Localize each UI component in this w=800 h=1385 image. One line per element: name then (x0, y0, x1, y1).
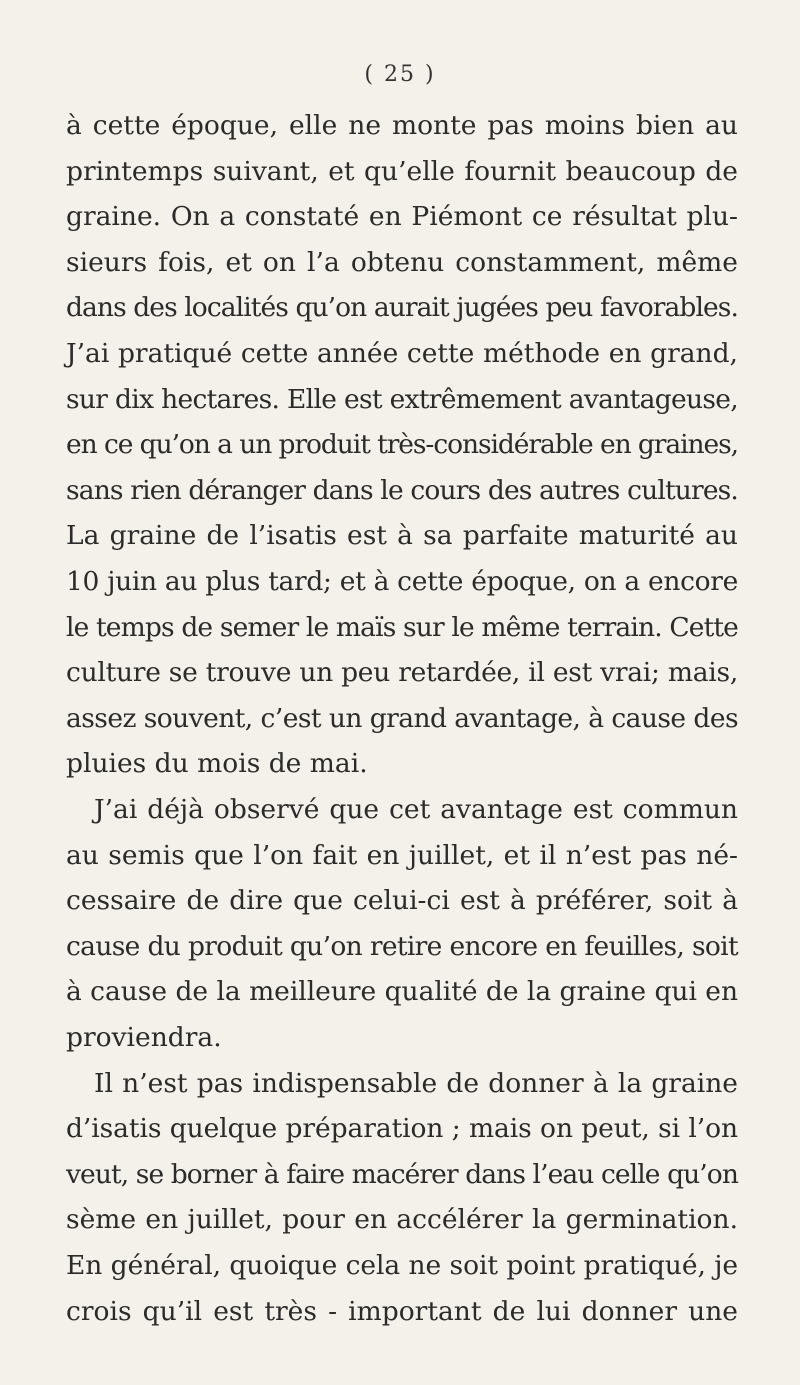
book-page: ( 25 ) à cette époque, elle ne monte pas moins bien au printemps suivant, et qu’elle fournit beaucoup de graine. On a constaté en Piémont ce résultat plu- sieurs fois, et on l’a obtenu constamment, même dans des localités qu’on aurait jugées peu favorables. J’ai pratiqué cette année cette méthode en grand, sur dix hectares. Elle est extrêmement avantageuse, en ce qu’on a un produit très-considérable en graines, sans rien déranger dans le cours des autres cultures. La graine de l’isatis est à sa parfaite maturité au 10 juin au plus tard; et à cette époque, on a encore le temps de semer le maïs sur le même terrain. Cette culture se trouve un peu retardée, il est vrai; mais, assez souvent, c’est un grand avantage, à cause des pluies du mois de mai. J’ai déjà observé que cet avantage est commun au semis que l’on fait en juillet, et il n’est pas né- cessaire de dire que celui-ci est à préférer, soit à cause du produit qu’on retire encore en feuilles, soit à cause de la meilleure qualité de la graine qui en proviendra. Il n’est pas indispensable de donner à la graine d’isatis quelque préparation ; mais on peut, si l’on veut, se borner à faire macérer dans l’eau celle qu’on sème en juillet, pour en accélérer la germination. En général, quoique cela ne soit point pratiqué, je crois qu’il est très - important de lui donner une (0, 0, 800, 1385)
page-number: ( 25 ) (364, 62, 436, 87)
